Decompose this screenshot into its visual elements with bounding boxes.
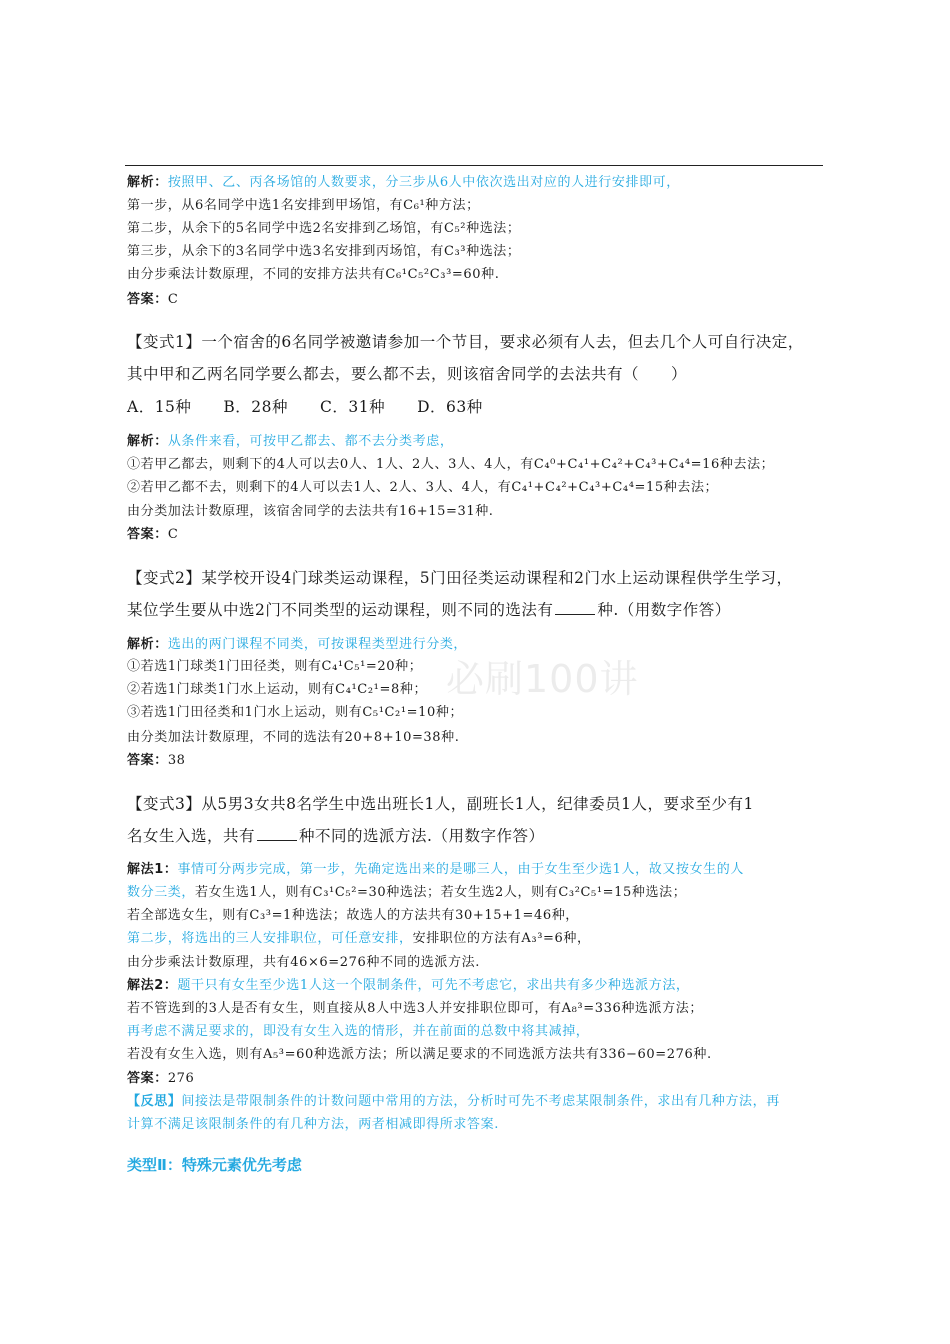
- answer-value: C: [167, 527, 179, 542]
- conclusion: 由分步乘法计数原理，不同的安排方法共有C₆¹C₅²C₃³=60种.: [127, 267, 500, 282]
- method-1-line-1: 解法1：事情可分两步完成，第一步，先确定选出来的是哪三人，由于女生至少选1人，故又按女生的人: [127, 862, 744, 877]
- header-rule: [125, 165, 823, 166]
- case-2: ②若甲乙都不去，则剩下的4人可以去1人、2人、3人、4人，有C₄¹+C₄²+C₄³+C₄⁴=15种去法；: [127, 480, 719, 495]
- answer-blank: [555, 601, 595, 615]
- variant-3-question-line-2: 名女生入选，共有 种不同的选派方法.（用数字作答）: [127, 827, 545, 845]
- case-1: ①若甲乙都去，则剩下的4人可以去0人、1人、2人、3人、4人，有C₄⁰+C₄¹+C₄²+C₄³+C₄⁴=16种去法；: [127, 457, 775, 472]
- analysis-label: 解析：: [127, 434, 168, 449]
- method-1-line-2: 数分三类，若女生选1人，则有C₃¹C₅²=30种选法；若女生选2人，则有C₃²C₅¹=15种选法；: [127, 885, 687, 900]
- analysis-intro: 从条件来看，可按甲乙都去、都不去分类考虑，: [167, 434, 454, 449]
- analysis-intro: 选出的两门课程不同类，可按课程类型进行分类，: [167, 637, 468, 652]
- variant-2-question-line-2: 某位学生要从中选2门不同类型的运动课程，则不同的选法有 种.（用数字作答）: [127, 601, 731, 619]
- method-1-line-3: 若全部选女生，则有C₃³=1种选法；故选人的方法共有30+15+1=46种，: [127, 908, 579, 923]
- answer-value: C: [167, 292, 179, 307]
- step-1: 第一步，从6名同学中选1名安排到甲场馆，有C₆¹种方法；: [127, 198, 480, 213]
- analysis-line: [127, 430, 453, 449]
- analysis-label: 解析：: [127, 637, 168, 652]
- reflection-line-2: 计算不满足该限制条件的有几种方法，两者相减即得所求答案.: [127, 1117, 499, 1132]
- variant-1-options: A．15种 B．28种 C．31种 D．63种: [127, 398, 483, 416]
- reflection-label: 【反思】: [127, 1094, 182, 1109]
- answer-line: [127, 523, 178, 542]
- analysis-label: 解析：: [127, 175, 168, 190]
- section-heading: 类型Ⅱ：特殊元素优先考虑: [127, 1156, 302, 1174]
- method-2-line-2: 若不管选到的3人是否有女生，则直接从8人中选3人并安排职位即可，有A₈³=336种选派方法；: [127, 1001, 703, 1016]
- answer-label: 答案：: [127, 292, 168, 307]
- method-1-label: 解法1：: [127, 862, 178, 877]
- analysis-line: [127, 633, 467, 652]
- method-2-line-4: 若没有女生入选，则有A₅³=60种选派方法；所以满足要求的不同选派方法共有336−60=276种.: [127, 1047, 712, 1062]
- answer-label: 答案：: [127, 1071, 168, 1086]
- analysis-intro: 按照甲、乙、丙各场馆的人数要求，分三步从6人中依次选出对应的人进行安排即可，: [167, 175, 680, 190]
- case-1: ①若选1门球类1门田径类，则有C₄¹C₅¹=20种；: [127, 659, 423, 674]
- answer-label: 答案：: [127, 527, 168, 542]
- case-3: ③若选1门田径类和1门水上运动，则有C₅¹C₂¹=10种；: [127, 705, 464, 720]
- step-3: 第三步，从余下的3名同学中选3名安排到丙场馆，有C₃³种选法；: [127, 244, 521, 259]
- answer-blank: [257, 827, 297, 841]
- answer-value: 276: [167, 1071, 195, 1086]
- answer-label: 答案：: [127, 753, 168, 768]
- answer-line: [127, 1067, 194, 1086]
- method-2-line-3: 再考虑不满足要求的，即没有女生入选的情形，并在前面的总数中将其减掉，: [127, 1024, 590, 1039]
- method-1-line-5: 由分步乘法计数原理，共有46×6=276种不同的选派方法.: [127, 955, 480, 970]
- watermark: 必刷100讲: [446, 657, 639, 701]
- conclusion: 由分类加法计数原理，该宿舍同学的去法共有16+15=31种.: [127, 504, 494, 519]
- answer-line: [127, 288, 178, 307]
- method-2-label: 解法2：: [127, 978, 178, 993]
- conclusion: 由分类加法计数原理，不同的选法有20+8+10=38种.: [127, 730, 460, 745]
- method-2-line-1: 解法2：题干只有女生至少选1人这一个限制条件，可先不考虑它，求出共有多少种选派方法，: [127, 978, 690, 993]
- analysis-line: [127, 171, 680, 190]
- variant-2-question-line-1: 【变式2】某学校开设4门球类运动课程，5门田径类运动课程和2门水上运动课程供学生学习，: [127, 569, 793, 587]
- reflection-line-1: 【反思】间接法是带限制条件的计数问题中常用的方法，分析时可先不考虑某限制条件，求出有几种方法，再: [127, 1094, 780, 1109]
- case-2: ②若选1门球类1门水上运动，则有C₄¹C₂¹=8种；: [127, 682, 428, 697]
- variant-3-question-line-1: 【变式3】从5男3女共8名学生中选出班长1人，副班长1人，纪律委员1人，要求至少有1: [127, 795, 754, 813]
- variant-1-question-line-1: 【变式1】一个宿舍的6名同学被邀请参加一个节目，要求必须有人去，但去几个人可自行决定，: [127, 333, 804, 351]
- method-1-line-4: 第二步，将选出的三人安排职位，可任意安排，安排职位的方法有A₃³=6种，: [127, 931, 591, 946]
- step-2: 第二步，从余下的5名同学中选2名安排到乙场馆，有C₅²种选法；: [127, 221, 521, 236]
- answer-value: 38: [167, 753, 186, 768]
- variant-1-question-line-2: 其中甲和乙两名同学要么都去，要么都不去，则该宿舍同学的去法共有（ ）: [127, 365, 688, 383]
- answer-line: [127, 749, 186, 768]
